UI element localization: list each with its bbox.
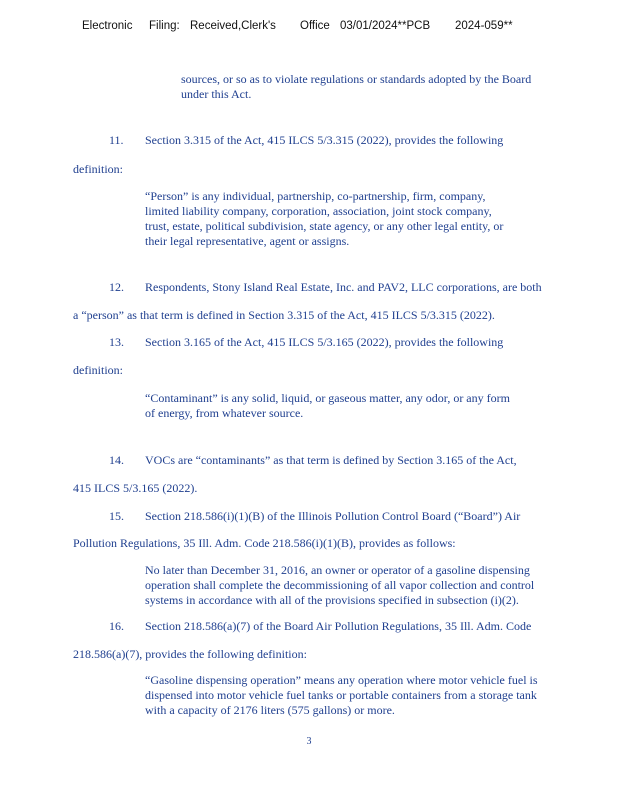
paragraph-11-number: 11.: [109, 133, 124, 147]
paragraph-11-line: definition:: [73, 162, 123, 176]
paragraph-14-line: 415 ILCS 5/3.165 (2022).: [73, 481, 198, 495]
paragraph-14-line: VOCs are “contaminants” as that term is defined by Section 3.165 of the Act,: [145, 453, 517, 467]
paragraph-11-line: Section 3.315 of the Act, 415 ILCS 5/3.315 (2022), provides the following: [145, 133, 504, 147]
paragraph-11-quote: [145, 189, 503, 249]
quote-line: systems in accordance with all of the provisions specified in subsection (i)(2).: [145, 593, 519, 607]
header-received: Received,Clerk's: [190, 20, 276, 32]
quote-line: “Contaminant” is any solid, liquid, or gaseous matter, any odor, or any form: [145, 391, 510, 405]
paragraph-12-line: Respondents, Stony Island Real Estate, Inc. and PAV2, LLC corporations, are both: [145, 280, 542, 294]
paragraph-15-line: Pollution Regulations, 35 Ill. Adm. Code 218.586(i)(1)(B), provides as follows:: [73, 536, 456, 550]
paragraph-13-line: Section 3.165 of the Act, 415 ILCS 5/3.165 (2022), provides the following: [145, 335, 504, 349]
paragraph-13-line: definition:: [73, 363, 123, 377]
header-electronic: Electronic: [82, 20, 133, 32]
paragraph-16-quote: [145, 673, 538, 718]
paragraph-14-number: 14.: [109, 453, 124, 467]
quote-line: dispensed into motor vehicle fuel tanks or portable containers from a storage tank: [145, 688, 537, 702]
quote-line: “Person” is any individual, partnership, co-partnership, firm, company,: [145, 189, 486, 203]
paragraph-16-line: Section 218.586(a)(7) of the Board Air Pollution Regulations, 35 Ill. Adm. Code: [145, 619, 532, 633]
header-office: Office: [300, 20, 330, 32]
quote-line: limited liability company, corporation, association, joint stock company,: [145, 204, 492, 218]
paragraph-12-number: 12.: [109, 280, 124, 294]
paragraph-13-number: 13.: [109, 335, 124, 349]
header-filing: Filing:: [149, 20, 180, 32]
quote-line: No later than December 31, 2016, an owner or operator of a gasoline dispensing: [145, 563, 530, 577]
paragraph-16-number: 16.: [109, 619, 124, 633]
header-date: 03/01/2024**PCB: [340, 20, 431, 32]
quote-line: “Gasoline dispensing operation” means any operation where motor vehicle fuel is: [145, 673, 538, 687]
quote-line: of energy, from whatever source.: [145, 406, 304, 420]
page-number: 3: [306, 736, 312, 747]
quote-line: with a capacity of 2176 liters (575 gallons) or more.: [145, 703, 395, 717]
carryover-text: [181, 72, 531, 102]
quote-line: their legal representative, agent or assigns.: [145, 234, 350, 248]
quote-line: operation shall complete the decommissioning of all vapor collection and control: [145, 578, 535, 592]
carryover-line: sources, or so as to violate regulations or standards adopted by the Board: [181, 72, 532, 86]
header-docket: 2024-059**: [455, 20, 513, 32]
paragraph-15-line: Section 218.586(i)(1)(B) of the Illinois Pollution Control Board (“Board”) Air: [145, 509, 521, 523]
carryover-line: under this Act.: [181, 87, 252, 101]
paragraph-13-quote: [145, 391, 510, 421]
filing-header: [0, 20, 618, 36]
paragraph-12-line: a “person” as that term is defined in Section 3.315 of the Act, 415 ILCS 5/3.315 (2022).: [73, 308, 495, 322]
quote-line: trust, estate, political subdivision, state agency, or any other legal entity, or: [145, 219, 504, 233]
paragraph-15-quote: [145, 563, 534, 608]
paragraph-15-number: 15.: [109, 509, 124, 523]
paragraph-16-line: 218.586(a)(7), provides the following definition:: [73, 647, 307, 661]
